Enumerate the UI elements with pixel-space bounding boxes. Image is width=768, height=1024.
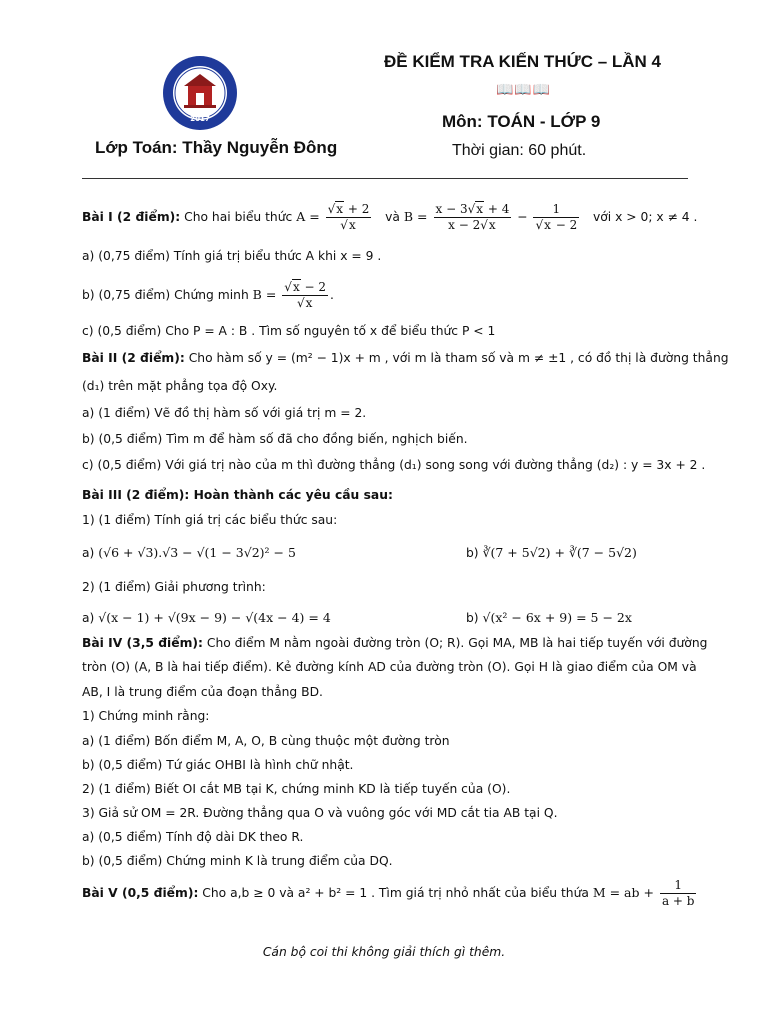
bai3-part2a: a) √(x − 1) + √(9x − 9) − √(4x − 4) = 4 <box>82 610 331 625</box>
bai4-part3: 3) Giả sử OM = 2R. Đường thẳng qua O và vuông góc với MD cắt tia AB tại Q. <box>82 806 558 820</box>
bai3-part2: 2) (1 điểm) Giải phương trình: <box>82 580 266 594</box>
bai4-part3b: b) (0,5 điểm) Chứng minh K là trung điểm của DQ. <box>82 854 393 868</box>
exam-header <box>0 0 768 178</box>
bai3-part1a: a) (√6 + √3).√3 − √(1 − 3√2)² − 5 <box>82 545 296 560</box>
bai4-part1: 1) Chứng minh rằng: <box>82 709 210 723</box>
bai4-part3a: a) (0,5 điểm) Tính độ dài DK theo R. <box>82 830 304 844</box>
book-icon: 📖📖📖 <box>496 82 552 98</box>
bai2-statement-cont: (d₁) trên mặt phẳng tọa độ Oxy. <box>82 379 278 393</box>
school-name: Lớp Toán: Thầy Nguyễn Đông <box>95 138 338 157</box>
bai1-part-b: b) (0,75 điểm) Chứng minh B = $\frac{√x - 2}{√x}$ . <box>82 280 334 310</box>
bai2-statement: Bài II (2 điểm): Cho hàm số y = (m² − 1)x + m , với m là tham số và m ≠ ±1 , có đồ thị là đường thẳng <box>82 351 729 365</box>
bai1-part-a: a) (0,75 điểm) Tính giá trị biểu thức A khi x = 9 . <box>82 249 382 263</box>
bai1-statement: Bài I (2 điểm): Cho hai biểu thức A = $\frac{√x + 2}{√x}$ và B = $\frac{x - 3√x + 4}{x - 2√x}$ − $\frac{1}{√x - 2}$ với x > 0; x ≠ 4 . <box>82 202 698 232</box>
header-divider <box>82 178 688 179</box>
bai3-part1: 1) (1 điểm) Tính giá trị các biểu thức sau: <box>82 513 338 527</box>
bai2-part-a: a) (1 điểm) Vẽ đồ thị hàm số với giá trị m = 2. <box>82 406 367 420</box>
bai3-title: Bài III (2 điểm): Hoàn thành các yêu cầu sau: <box>82 488 393 502</box>
bai5-statement: Bài V (0,5 điểm): Cho a,b ≥ 0 và a² + b² = 1 . Tìm giá trị nhỏ nhất của biểu thứa M = ab + $\frac{1}{a + b}$ <box>82 878 695 908</box>
exam-title: ĐỀ KIỂM TRA KIẾN THỨC – LẦN 4 <box>384 52 661 71</box>
logo-year: 2017 <box>190 115 210 123</box>
bai4-part1b: b) (0,5 điểm) Tứ giác OHBI là hình chữ nhật. <box>82 758 354 772</box>
subject-title: Môn: TOÁN - LỚP 9 <box>442 112 601 131</box>
bai2-part-c: c) (0,5 điểm) Với giá trị nào của m thì đường thẳng (d₁) song song với đường thẳng (d₂) : y = 3x + 2 . <box>82 458 706 472</box>
bai4-part1a: a) (1 điểm) Bốn điểm M, A, O, B cùng thuộc một đường tròn <box>82 734 450 748</box>
bai2-part-b: b) (0,5 điểm) Tìm m để hàm số đã cho đồng biến, nghịch biến. <box>82 432 468 446</box>
bai4-statement-2: tròn (O) (A, B là hai tiếp điểm). Kẻ đường kính AD của đường tròn (O). Gọi H là giao điểm của OM và <box>82 660 697 674</box>
exam-duration: Thời gian: 60 phút. <box>452 142 587 159</box>
bai3-part1b: b) ∛(7 + 5√2) + ∛(7 − 5√2) <box>466 545 637 560</box>
footer-note: Cán bộ coi thi không giải thích gì thêm. <box>262 945 506 959</box>
bai4-statement: Bài IV (3,5 điểm): Cho điểm M nằm ngoài đường tròn (O; R). Gọi MA, MB là hai tiếp tuyến với đường <box>82 636 708 650</box>
bai1-part-c: c) (0,5 điểm) Cho P = A : B . Tìm số nguyên tố x để biểu thức P < 1 <box>82 324 496 338</box>
bai3-part2b: b) √(x² − 6x + 9) = 5 − 2x <box>466 610 632 625</box>
bai4-statement-3: AB, I là trung điểm của đoạn thẳng BD. <box>82 685 323 699</box>
bai4-part2: 2) (1 điểm) Biết OI cắt MB tại K, chứng minh KD là tiếp tuyến của (O). <box>82 782 511 796</box>
school-logo <box>162 55 238 131</box>
